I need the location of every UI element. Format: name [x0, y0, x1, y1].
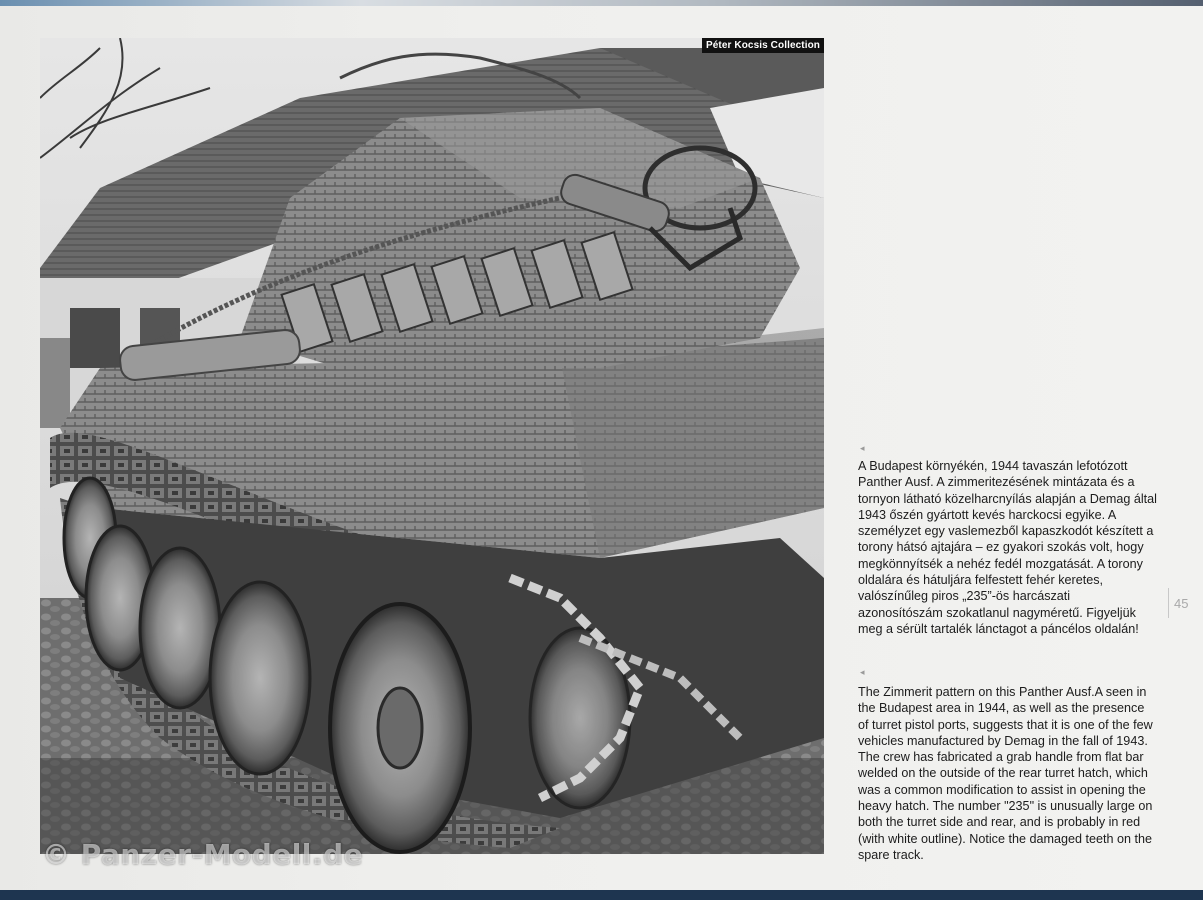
- caption-marker-icon: ◂: [860, 667, 865, 677]
- caption-hungarian: A Budapest környékén, 1944 tavaszán lefotózott Panther Ausf. A zimmeritezésének mintázata és a tornyon látható közelharcnyílás alapján a Demag által 1943 őszén gyártott kevés harckocsi egyike. A személyzet egy vaslemezből kapaszkodót készített a torony hátsó ajtajára – ez gyakori szokás volt, hogy megkönnyítsék a nehéz fedél mozgatását. A torony oldalára és hátuljára felfestett fehér keretes, valószínűleg piros „235”-ös harcászati azonosítószám szokatlanul nagyméretű. Figyeljük meg a sérült tartalék lánctagot a páncélos oldalán!: [858, 459, 1157, 636]
- caption-english: The Zimmerit pattern on this Panther Ausf.A seen in the Budapest area in 1944, as well as the presence of turret pistol ports, suggests that it is one of the few vehicles manufactured by Demag in the fall of 1943. The crew has fabricated a grab handle from flat bar welded on the outside of the rear turret hatch, which was a common modification to assist in opening the heavy hatch. The number "235" is unusually large on both the turret side and rear, and is probably in red (with white outline). Notice the damaged teeth on the spare track.: [858, 685, 1153, 862]
- caption-marker-icon: ◂: [860, 443, 865, 453]
- scan-bottom-edge: [0, 890, 1203, 900]
- watermark: © Panzer-Modell.de: [42, 838, 364, 871]
- tank-photo-illustration: [40, 38, 824, 854]
- photo-credit: Péter Kocsis Collection: [702, 38, 824, 53]
- page-number: 45: [1174, 596, 1189, 611]
- page-number-divider: [1168, 588, 1169, 618]
- tank-photograph: [40, 38, 824, 854]
